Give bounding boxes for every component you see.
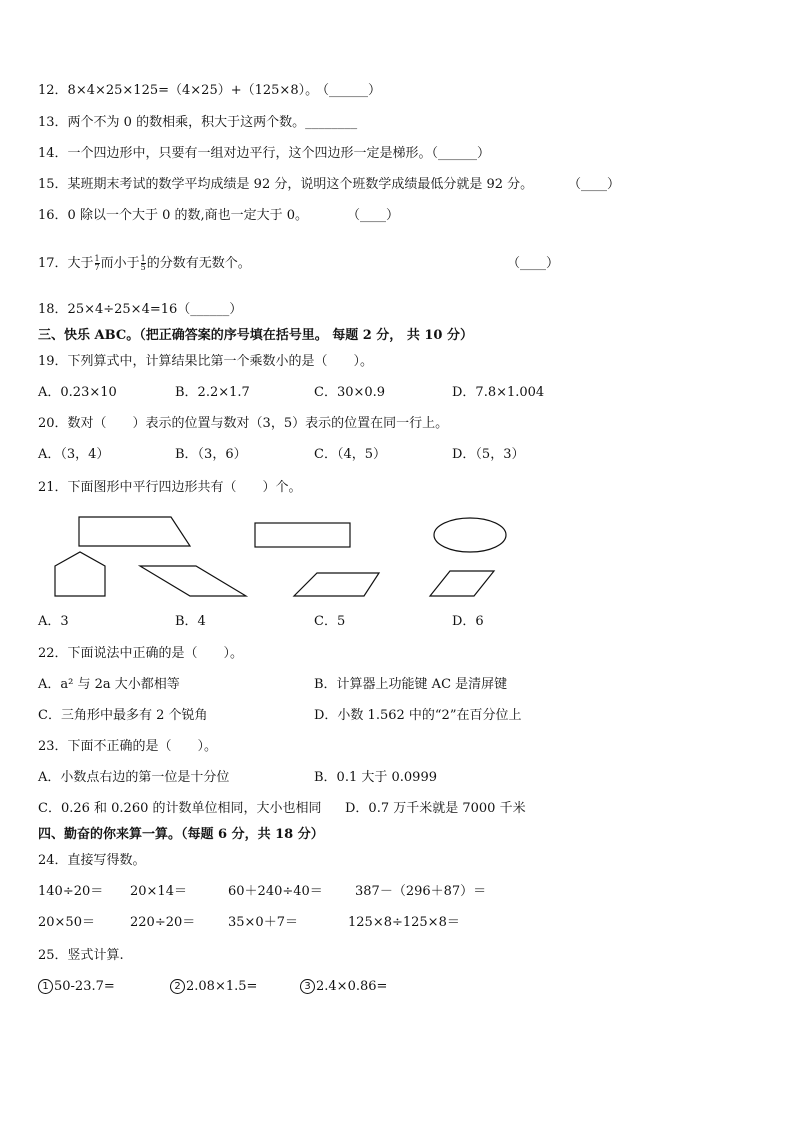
circled-number: 3 [300, 979, 315, 994]
circled-number: 2 [170, 979, 185, 994]
question-23-option-c[interactable]: C．0.26 和 0.260 的计数单位相同，大小也相同 [38, 801, 322, 816]
question-20-option-a[interactable]: A．（3，4） [38, 447, 110, 462]
vertical-calc-item-1[interactable]: 1 50-23.7= [38, 978, 115, 996]
question-19-option-d[interactable]: D．7.8×1.004 [452, 385, 545, 400]
question-23-option-b[interactable]: B．0.1 大于 0.0999 [314, 770, 437, 785]
question-19-option-a[interactable]: A．0.23×10 [38, 385, 117, 400]
calc-item[interactable]: 20×14＝ [130, 884, 187, 899]
fraction-one-seventh: $\frac{1}{7}$ [94, 254, 100, 272]
question-25-stem: 25．竖式计算. [38, 948, 124, 963]
ellipse-shape [434, 518, 506, 552]
question-19-stem: 19．下列算式中，计算结果比第一个乘数小的是（ ）。 [38, 354, 374, 369]
calc-item[interactable]: 60＋240÷40＝ [228, 884, 323, 899]
question-12-answer-paren[interactable]: （______） [316, 83, 382, 98]
question-22-option-c[interactable]: C．三角形中最多有 2 个锐角 [38, 708, 208, 723]
question-22-option-b[interactable]: B．计算器上功能键 AC 是清屏键 [314, 677, 508, 692]
question-23-stem: 23．下面不正确的是（ ）。 [38, 739, 218, 754]
question-19-option-b[interactable]: B．2.2×1.7 [175, 385, 250, 400]
question-23-option-d[interactable]: D．0.7 万千米就是 7000 千米 [345, 801, 526, 816]
question-20-option-d[interactable]: D．（5，3） [452, 447, 525, 462]
question-15-text: 15．某班期末考试的数学平均成绩是 92 分，说明这个班数学成绩最低分就是 92 分。 [38, 177, 534, 192]
question-22-option-d[interactable]: D．小数 1.562 中的“2”在百分位上 [314, 708, 522, 723]
question-19-option-c[interactable]: C．30×0.9 [314, 385, 386, 400]
question-18-text: 18．25×4÷25×4=16（______） [38, 302, 243, 317]
question-20-option-c[interactable]: C．（4，5） [314, 447, 386, 462]
question-17: 17．大于 $\frac{1}{7}$ 而小于 $\frac{1}{5}$ 的分数有无数个。 [38, 254, 251, 272]
section-3-title: 三、快乐 ABC。（把正确答案的序号填在括号里。 每题 2 分， 共 10 分） [38, 328, 473, 343]
question-20-option-b[interactable]: B．（3，6） [175, 447, 247, 462]
rhombus-shape [430, 571, 494, 596]
question-21-option-c[interactable]: C．5 [314, 614, 346, 629]
question-24-stem: 24．直接写得数。 [38, 853, 146, 868]
pentagon-shape [55, 552, 105, 596]
calc-item[interactable]: 20×50＝ [38, 915, 95, 930]
question-22-option-a[interactable]: A．a² 与 2a 大小都相等 [38, 677, 180, 692]
parallelogram-shape [294, 573, 379, 596]
question-13-answer-blank[interactable]: ________ [305, 115, 358, 130]
right-trapezoid-shape [79, 517, 190, 546]
calc-item[interactable]: 125×8÷125×8＝ [348, 915, 460, 930]
question-21-option-d[interactable]: D．6 [452, 614, 484, 629]
question-13-text: 13．两个不为 0 的数相乘，积大于这两个数。 [38, 115, 306, 130]
question-14-text: 14．一个四边形中，只要有一组对边平行，这个四边形一定是梯形。 [38, 146, 432, 161]
question-15-answer-paren[interactable]: （____） [568, 177, 621, 192]
question-20-stem: 20．数对（ ）表示的位置与数对（3，5）表示的位置在同一行上。 [38, 416, 449, 431]
question-21-option-a[interactable]: A．3 [38, 614, 69, 629]
question-21-option-b[interactable]: B．4 [175, 614, 206, 629]
question-14-answer-paren[interactable]: （______） [431, 146, 491, 161]
fraction-one-fifth: $\frac{1}{5}$ [140, 254, 146, 272]
question-22-stem: 22．下面说法中正确的是（ ）。 [38, 646, 244, 661]
calc-item[interactable]: 220÷20＝ [130, 915, 196, 930]
question-21-stem: 21．下面图形中平行四边形共有（ ）个。 [38, 480, 302, 495]
vertical-calc-item-2[interactable]: 2 2.08×1.5= [170, 978, 257, 996]
vertical-calc-item-3[interactable]: 3 2.4×0.86= [300, 978, 387, 996]
question-12-text: 12．8×4×25×125=（4×25）+（125×8）。 [38, 83, 319, 98]
question-16-text: 16．0 除以一个大于 0 的数,商也一定大于 0。 [38, 208, 309, 223]
rectangle-shape [255, 523, 350, 547]
calc-item[interactable]: 140÷20＝ [38, 884, 104, 899]
parallelogram-wide-shape [140, 566, 246, 596]
calc-item[interactable]: 35×0＋7＝ [228, 915, 298, 930]
calc-item[interactable]: 387－（296＋87）＝ [355, 884, 487, 899]
question-23-option-a[interactable]: A．小数点右边的第一位是十分位 [38, 770, 230, 785]
question-17-answer-paren[interactable]: （____） [507, 256, 560, 271]
question-16-answer-paren[interactable]: （____） [347, 208, 400, 223]
section-4-title: 四、勤奋的你来算一算。（每题 6 分，共 18 分） [38, 827, 324, 842]
circled-number: 1 [38, 979, 53, 994]
